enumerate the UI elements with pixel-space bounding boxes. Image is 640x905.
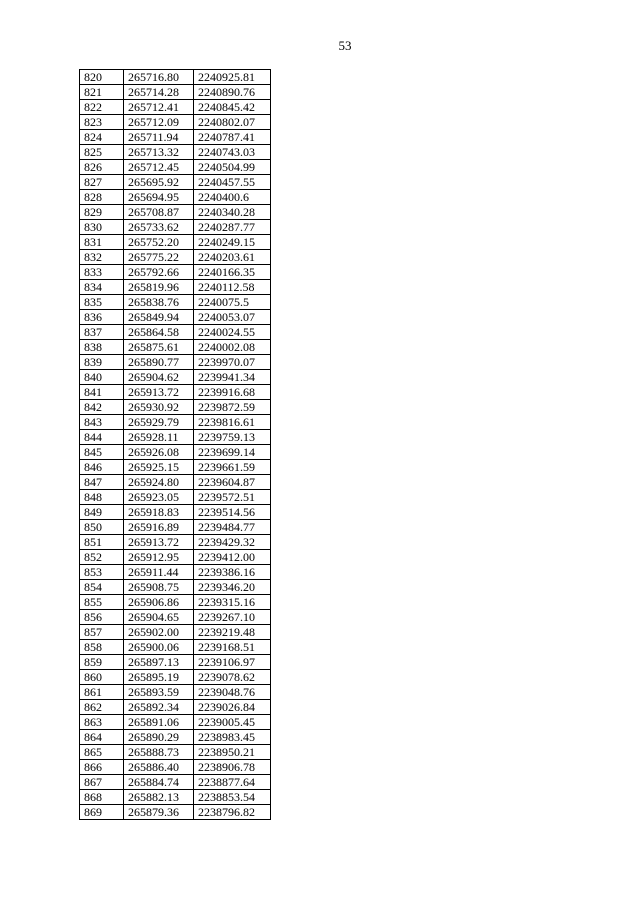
point-number-cell: 852 <box>80 550 124 565</box>
table-row <box>80 655 271 670</box>
y-coordinate-cell: 2240340.28 <box>194 205 271 220</box>
point-number-cell: 836 <box>80 310 124 325</box>
table-row <box>80 190 271 205</box>
y-coordinate-cell: 2239816.61 <box>194 415 271 430</box>
point-number-cell: 844 <box>80 430 124 445</box>
point-number-cell: 864 <box>80 730 124 745</box>
y-coordinate-cell: 2238796.82 <box>194 805 271 820</box>
table-row <box>80 400 271 415</box>
x-coordinate-cell: 265775.22 <box>124 250 194 265</box>
coordinates-table-body <box>80 70 271 820</box>
y-coordinate-cell: 2239572.51 <box>194 490 271 505</box>
table-row <box>80 700 271 715</box>
table-row <box>80 550 271 565</box>
table-row <box>80 805 271 820</box>
table-row <box>80 730 271 745</box>
x-coordinate-cell: 265819.96 <box>124 280 194 295</box>
x-coordinate-cell: 265906.86 <box>124 595 194 610</box>
table-row <box>80 580 271 595</box>
table-row <box>80 340 271 355</box>
x-coordinate-cell: 265716.80 <box>124 70 194 85</box>
point-number-cell: 832 <box>80 250 124 265</box>
point-number-cell: 835 <box>80 295 124 310</box>
point-number-cell: 865 <box>80 745 124 760</box>
table-row <box>80 415 271 430</box>
x-coordinate-cell: 265708.87 <box>124 205 194 220</box>
x-coordinate-cell: 265902.00 <box>124 625 194 640</box>
y-coordinate-cell: 2240400.6 <box>194 190 271 205</box>
point-number-cell: 840 <box>80 370 124 385</box>
x-coordinate-cell: 265882.13 <box>124 790 194 805</box>
x-coordinate-cell: 265897.13 <box>124 655 194 670</box>
x-coordinate-cell: 265893.59 <box>124 685 194 700</box>
y-coordinate-cell: 2240845.42 <box>194 100 271 115</box>
x-coordinate-cell: 265892.34 <box>124 700 194 715</box>
point-number-cell: 842 <box>80 400 124 415</box>
point-number-cell: 851 <box>80 535 124 550</box>
x-coordinate-cell: 265912.95 <box>124 550 194 565</box>
table-row <box>80 310 271 325</box>
table-row <box>80 100 271 115</box>
x-coordinate-cell: 265930.92 <box>124 400 194 415</box>
y-coordinate-cell: 2238950.21 <box>194 745 271 760</box>
y-coordinate-cell: 2239106.97 <box>194 655 271 670</box>
x-coordinate-cell: 265864.58 <box>124 325 194 340</box>
x-coordinate-cell: 265916.89 <box>124 520 194 535</box>
table-row <box>80 520 271 535</box>
y-coordinate-cell: 2240203.61 <box>194 250 271 265</box>
point-number-cell: 837 <box>80 325 124 340</box>
page-number: 53 <box>338 38 352 53</box>
y-coordinate-cell: 2240249.15 <box>194 235 271 250</box>
y-coordinate-cell: 2240166.35 <box>194 265 271 280</box>
y-coordinate-cell: 2239514.56 <box>194 505 271 520</box>
y-coordinate-cell: 2239078.62 <box>194 670 271 685</box>
table-row <box>80 175 271 190</box>
x-coordinate-cell: 265712.41 <box>124 100 194 115</box>
point-number-cell: 821 <box>80 85 124 100</box>
point-number-cell: 839 <box>80 355 124 370</box>
y-coordinate-cell: 2239429.32 <box>194 535 271 550</box>
table-row <box>80 685 271 700</box>
table-row <box>80 775 271 790</box>
x-coordinate-cell: 265890.29 <box>124 730 194 745</box>
table-row <box>80 565 271 580</box>
y-coordinate-cell: 2238877.64 <box>194 775 271 790</box>
y-coordinate-cell: 2240112.58 <box>194 280 271 295</box>
x-coordinate-cell: 265733.62 <box>124 220 194 235</box>
table-row <box>80 790 271 805</box>
table-row <box>80 385 271 400</box>
x-coordinate-cell: 265849.94 <box>124 310 194 325</box>
table-row <box>80 430 271 445</box>
x-coordinate-cell: 265904.65 <box>124 610 194 625</box>
coordinates-table <box>79 69 271 820</box>
point-number-cell: 845 <box>80 445 124 460</box>
point-number-cell: 823 <box>80 115 124 130</box>
point-number-cell: 834 <box>80 280 124 295</box>
point-number-cell: 850 <box>80 520 124 535</box>
y-coordinate-cell: 2239970.07 <box>194 355 271 370</box>
y-coordinate-cell: 2240504.99 <box>194 160 271 175</box>
y-coordinate-cell: 2239048.76 <box>194 685 271 700</box>
point-number-cell: 863 <box>80 715 124 730</box>
x-coordinate-cell: 265879.36 <box>124 805 194 820</box>
point-number-cell: 826 <box>80 160 124 175</box>
x-coordinate-cell: 265886.40 <box>124 760 194 775</box>
table-row <box>80 370 271 385</box>
x-coordinate-cell: 265928.11 <box>124 430 194 445</box>
y-coordinate-cell: 2239699.14 <box>194 445 271 460</box>
table-row <box>80 445 271 460</box>
y-coordinate-cell: 2239412.00 <box>194 550 271 565</box>
x-coordinate-cell: 265925.15 <box>124 460 194 475</box>
table-row <box>80 460 271 475</box>
y-coordinate-cell: 2240287.77 <box>194 220 271 235</box>
table-row <box>80 490 271 505</box>
x-coordinate-cell: 265711.94 <box>124 130 194 145</box>
table-row <box>80 70 271 85</box>
y-coordinate-cell: 2238983.45 <box>194 730 271 745</box>
x-coordinate-cell: 265929.79 <box>124 415 194 430</box>
point-number-cell: 847 <box>80 475 124 490</box>
point-number-cell: 825 <box>80 145 124 160</box>
point-number-cell: 862 <box>80 700 124 715</box>
y-coordinate-cell: 2239168.51 <box>194 640 271 655</box>
table-row <box>80 295 271 310</box>
x-coordinate-cell: 265792.66 <box>124 265 194 280</box>
x-coordinate-cell: 265923.05 <box>124 490 194 505</box>
table-row <box>80 760 271 775</box>
y-coordinate-cell: 2240925.81 <box>194 70 271 85</box>
point-number-cell: 849 <box>80 505 124 520</box>
y-coordinate-cell: 2239219.48 <box>194 625 271 640</box>
y-coordinate-cell: 2240075.5 <box>194 295 271 310</box>
table-row <box>80 535 271 550</box>
x-coordinate-cell: 265888.73 <box>124 745 194 760</box>
y-coordinate-cell: 2239267.10 <box>194 610 271 625</box>
x-coordinate-cell: 265838.76 <box>124 295 194 310</box>
table-row <box>80 670 271 685</box>
x-coordinate-cell: 265875.61 <box>124 340 194 355</box>
point-number-cell: 828 <box>80 190 124 205</box>
y-coordinate-cell: 2239604.87 <box>194 475 271 490</box>
y-coordinate-cell: 2239872.59 <box>194 400 271 415</box>
table-row <box>80 325 271 340</box>
x-coordinate-cell: 265890.77 <box>124 355 194 370</box>
point-number-cell: 869 <box>80 805 124 820</box>
y-coordinate-cell: 2240457.55 <box>194 175 271 190</box>
y-coordinate-cell: 2239026.84 <box>194 700 271 715</box>
x-coordinate-cell: 265895.19 <box>124 670 194 685</box>
point-number-cell: 822 <box>80 100 124 115</box>
x-coordinate-cell: 265884.74 <box>124 775 194 790</box>
point-number-cell: 824 <box>80 130 124 145</box>
y-coordinate-cell: 2240743.03 <box>194 145 271 160</box>
x-coordinate-cell: 265695.92 <box>124 175 194 190</box>
table-row <box>80 160 271 175</box>
x-coordinate-cell: 265926.08 <box>124 445 194 460</box>
y-coordinate-cell: 2239346.20 <box>194 580 271 595</box>
point-number-cell: 866 <box>80 760 124 775</box>
point-number-cell: 859 <box>80 655 124 670</box>
y-coordinate-cell: 2239315.16 <box>194 595 271 610</box>
y-coordinate-cell: 2239386.16 <box>194 565 271 580</box>
table-row <box>80 625 271 640</box>
point-number-cell: 827 <box>80 175 124 190</box>
point-number-cell: 861 <box>80 685 124 700</box>
point-number-cell: 867 <box>80 775 124 790</box>
y-coordinate-cell: 2239759.13 <box>194 430 271 445</box>
table-row <box>80 130 271 145</box>
point-number-cell: 854 <box>80 580 124 595</box>
x-coordinate-cell: 265911.44 <box>124 565 194 580</box>
point-number-cell: 831 <box>80 235 124 250</box>
x-coordinate-cell: 265694.95 <box>124 190 194 205</box>
y-coordinate-cell: 2240890.76 <box>194 85 271 100</box>
x-coordinate-cell: 265908.75 <box>124 580 194 595</box>
table-row <box>80 205 271 220</box>
point-number-cell: 856 <box>80 610 124 625</box>
point-number-cell: 829 <box>80 205 124 220</box>
x-coordinate-cell: 265924.80 <box>124 475 194 490</box>
table-row <box>80 640 271 655</box>
x-coordinate-cell: 265712.45 <box>124 160 194 175</box>
y-coordinate-cell: 2240787.41 <box>194 130 271 145</box>
y-coordinate-cell: 2240053.07 <box>194 310 271 325</box>
table-row <box>80 235 271 250</box>
table-row <box>80 715 271 730</box>
table-row <box>80 595 271 610</box>
table-row <box>80 145 271 160</box>
point-number-cell: 833 <box>80 265 124 280</box>
point-number-cell: 820 <box>80 70 124 85</box>
x-coordinate-cell: 265904.62 <box>124 370 194 385</box>
y-coordinate-cell: 2239484.77 <box>194 520 271 535</box>
x-coordinate-cell: 265712.09 <box>124 115 194 130</box>
table-row <box>80 475 271 490</box>
y-coordinate-cell: 2240802.07 <box>194 115 271 130</box>
x-coordinate-cell: 265714.28 <box>124 85 194 100</box>
point-number-cell: 841 <box>80 385 124 400</box>
point-number-cell: 868 <box>80 790 124 805</box>
point-number-cell: 846 <box>80 460 124 475</box>
y-coordinate-cell: 2239916.68 <box>194 385 271 400</box>
table-row <box>80 115 271 130</box>
table-row <box>80 250 271 265</box>
y-coordinate-cell: 2240024.55 <box>194 325 271 340</box>
x-coordinate-cell: 265713.32 <box>124 145 194 160</box>
point-number-cell: 848 <box>80 490 124 505</box>
table-row <box>80 85 271 100</box>
point-number-cell: 857 <box>80 625 124 640</box>
table-row <box>80 610 271 625</box>
x-coordinate-cell: 265752.20 <box>124 235 194 250</box>
point-number-cell: 860 <box>80 670 124 685</box>
y-coordinate-cell: 2238906.78 <box>194 760 271 775</box>
x-coordinate-cell: 265913.72 <box>124 385 194 400</box>
x-coordinate-cell: 265891.06 <box>124 715 194 730</box>
x-coordinate-cell: 265918.83 <box>124 505 194 520</box>
y-coordinate-cell: 2238853.54 <box>194 790 271 805</box>
table-row <box>80 265 271 280</box>
point-number-cell: 830 <box>80 220 124 235</box>
table-row <box>80 745 271 760</box>
table-row <box>80 220 271 235</box>
point-number-cell: 855 <box>80 595 124 610</box>
point-number-cell: 838 <box>80 340 124 355</box>
point-number-cell: 853 <box>80 565 124 580</box>
point-number-cell: 858 <box>80 640 124 655</box>
y-coordinate-cell: 2239941.34 <box>194 370 271 385</box>
table-row <box>80 280 271 295</box>
table-row <box>80 355 271 370</box>
x-coordinate-cell: 265913.72 <box>124 535 194 550</box>
table-row <box>80 505 271 520</box>
y-coordinate-cell: 2239661.59 <box>194 460 271 475</box>
x-coordinate-cell: 265900.06 <box>124 640 194 655</box>
y-coordinate-cell: 2240002.08 <box>194 340 271 355</box>
y-coordinate-cell: 2239005.45 <box>194 715 271 730</box>
point-number-cell: 843 <box>80 415 124 430</box>
